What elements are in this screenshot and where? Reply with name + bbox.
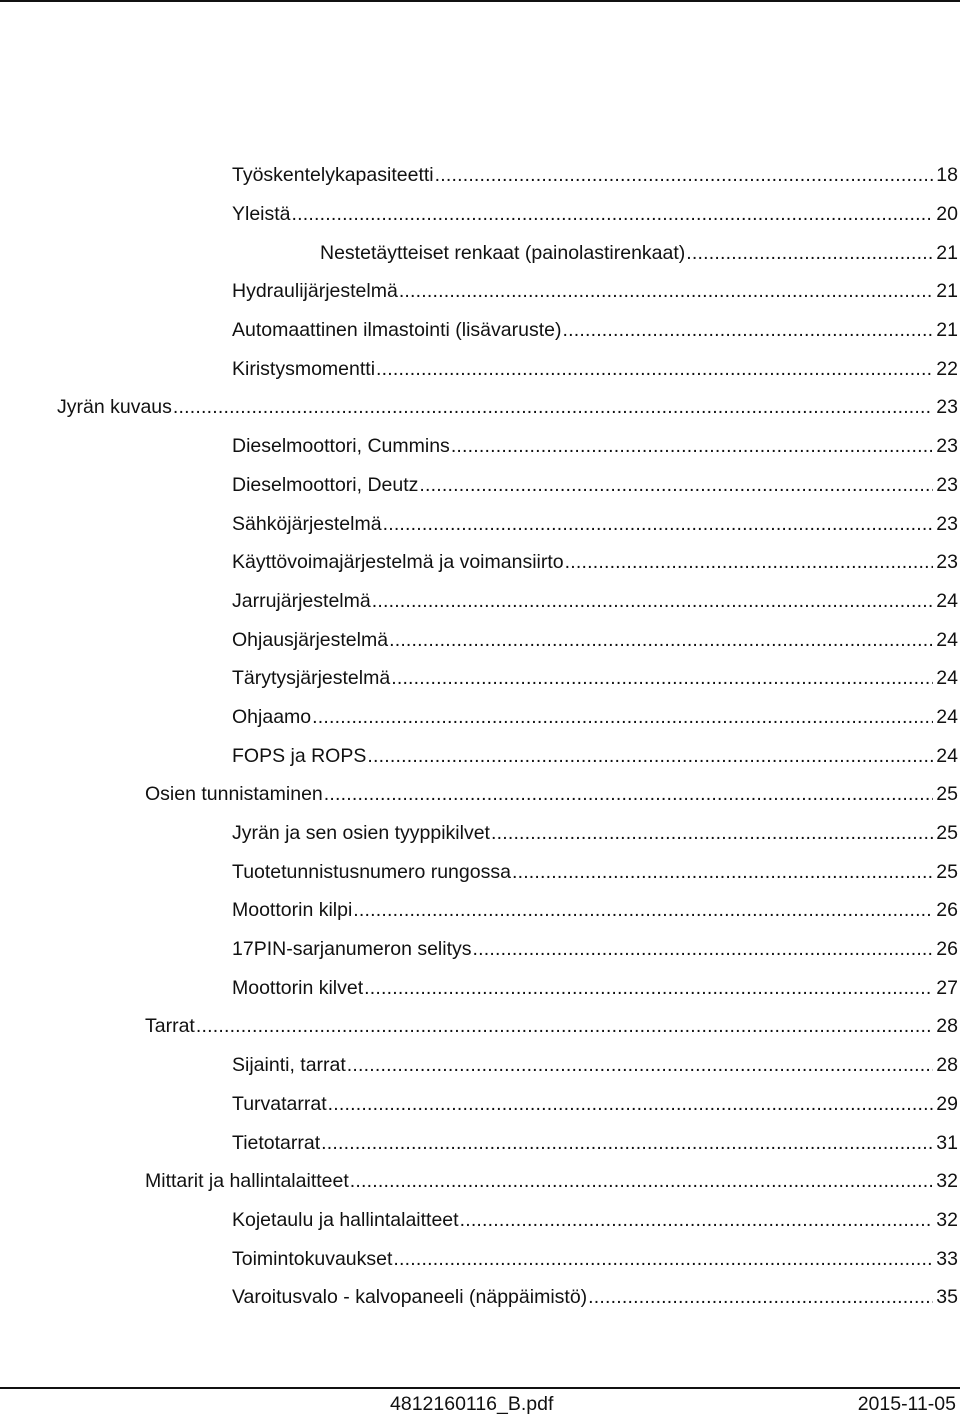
toc-entry[interactable]	[0, 891, 960, 930]
toc-entry-page-number: 25	[936, 822, 958, 845]
toc-entry-title: Moottorin kilvet	[232, 976, 364, 999]
toc-entry-title: Hydraulijärjestelmä	[232, 280, 398, 303]
toc-entry-page-number: 32	[936, 1208, 958, 1231]
toc-leader-dots	[399, 279, 933, 303]
toc-entry-page-number: 23	[936, 512, 958, 535]
table-of-contents	[0, 156, 960, 1317]
toc-entry-title: Käyttövoimajärjestelmä ja voimansiirto	[232, 551, 564, 574]
toc-leader-dots	[512, 860, 933, 884]
toc-leader-dots	[367, 744, 933, 768]
toc-entry-title: Automaattinen ilmastointi (lisävaruste)	[232, 319, 562, 342]
toc-entry[interactable]	[0, 311, 960, 350]
toc-leader-dots	[460, 1208, 934, 1232]
toc-entry-title: Kojetaulu ja hallintalaitteet	[232, 1208, 459, 1231]
toc-leader-dots	[328, 1092, 934, 1116]
toc-leader-dots	[565, 550, 934, 574]
toc-entry[interactable]	[0, 543, 960, 582]
toc-entry[interactable]	[0, 1201, 960, 1240]
toc-leader-dots	[686, 241, 933, 265]
toc-leader-dots	[376, 357, 933, 381]
toc-entry-page-number: 24	[936, 744, 958, 767]
toc-entry-title: Moottorin kilpi	[232, 899, 353, 922]
toc-entry-title: Dieselmoottori, Cummins	[232, 435, 450, 458]
toc-entry[interactable]	[0, 1239, 960, 1278]
toc-entry-title: Tuotetunnistusnumero rungossa	[232, 860, 511, 883]
toc-leader-dots	[173, 395, 933, 419]
toc-entry-page-number: 24	[936, 628, 958, 651]
toc-entry-page-number: 28	[936, 1054, 958, 1077]
toc-entry-page-number: 24	[936, 667, 958, 690]
toc-leader-dots	[389, 628, 933, 652]
toc-leader-dots	[347, 1053, 934, 1077]
toc-leader-dots	[196, 1014, 933, 1038]
toc-entry[interactable]	[0, 698, 960, 737]
toc-leader-dots	[372, 589, 934, 613]
toc-entry[interactable]	[0, 736, 960, 775]
toc-entry[interactable]	[0, 852, 960, 891]
toc-entry-page-number: 29	[936, 1092, 958, 1115]
toc-entry-page-number: 22	[936, 357, 958, 380]
toc-leader-dots	[588, 1285, 933, 1309]
toc-entry-page-number: 23	[936, 473, 958, 496]
toc-entry[interactable]	[0, 1162, 960, 1201]
toc-entry[interactable]	[0, 775, 960, 814]
toc-entry-title: Jyrän ja sen osien tyyppikilvet	[232, 822, 490, 845]
toc-entry-page-number: 21	[936, 241, 958, 264]
toc-entry-title: Varoitusvalo - kalvopaneeli (näppäimistö)	[232, 1286, 588, 1309]
toc-entry[interactable]	[0, 1007, 960, 1046]
toc-leader-dots	[324, 782, 934, 806]
toc-entry[interactable]	[0, 427, 960, 466]
toc-entry[interactable]	[0, 233, 960, 272]
toc-entry[interactable]	[0, 272, 960, 311]
toc-entry-page-number: 32	[936, 1170, 958, 1193]
toc-entry-title: Dieselmoottori, Deutz	[232, 473, 419, 496]
toc-leader-dots	[473, 937, 934, 961]
toc-entry-page-number: 23	[936, 396, 958, 419]
toc-entry-title: Osien tunnistaminen	[145, 783, 323, 806]
toc-entry[interactable]	[0, 620, 960, 659]
toc-entry-title: Yleistä	[232, 203, 291, 226]
toc-entry-page-number: 31	[936, 1131, 958, 1154]
toc-entry[interactable]	[0, 1123, 960, 1162]
toc-entry-title: Jyrän kuvaus	[57, 396, 172, 419]
toc-entry-title: Tarrat	[145, 1015, 195, 1038]
toc-entry[interactable]	[0, 1085, 960, 1124]
footer-filename: 4812160116_B.pdf	[390, 1393, 554, 1415]
footer-date: 2015-11-05	[857, 1393, 956, 1415]
toc-entry-page-number: 35	[936, 1286, 958, 1309]
toc-leader-dots	[419, 473, 933, 497]
toc-entry-page-number: 27	[936, 976, 958, 999]
toc-entry-title: Tietotarrat	[232, 1131, 321, 1154]
toc-entry[interactable]	[0, 349, 960, 388]
toc-entry-title: 17PIN-sarjanumeron selitys	[232, 938, 472, 961]
toc-entry-page-number: 25	[936, 783, 958, 806]
toc-entry-page-number: 24	[936, 589, 958, 612]
toc-entry-title: FOPS ja ROPS	[232, 744, 367, 767]
toc-entry-page-number: 26	[936, 938, 958, 961]
footer-rule	[0, 1387, 960, 1389]
toc-leader-dots	[292, 202, 934, 226]
toc-entry-title: Turvatarrat	[232, 1092, 327, 1115]
toc-leader-dots	[451, 434, 933, 458]
toc-entry-page-number: 25	[936, 860, 958, 883]
toc-entry-page-number: 23	[936, 435, 958, 458]
toc-entry-title: Sähköjärjestelmä	[232, 512, 382, 535]
toc-entry-page-number: 26	[936, 899, 958, 922]
toc-entry[interactable]	[0, 814, 960, 853]
toc-leader-dots	[350, 1169, 934, 1193]
toc-leader-dots	[491, 821, 933, 845]
toc-leader-dots	[383, 512, 934, 536]
toc-entry-title: Mittarit ja hallintalaitteet	[145, 1170, 349, 1193]
toc-leader-dots	[353, 898, 933, 922]
toc-entry-title: Jarrujärjestelmä	[232, 589, 371, 612]
toc-entry[interactable]	[0, 659, 960, 698]
toc-leader-dots	[321, 1131, 933, 1155]
toc-entry-page-number: 18	[936, 164, 958, 187]
toc-leader-dots	[435, 163, 934, 187]
toc-entry[interactable]	[0, 582, 960, 621]
toc-entry-title: Ohjausjärjestelmä	[232, 628, 389, 651]
toc-entry-title: Kiristysmomentti	[232, 357, 376, 380]
toc-entry-page-number: 28	[936, 1015, 958, 1038]
toc-leader-dots	[364, 976, 933, 1000]
toc-entry[interactable]	[0, 1046, 960, 1085]
toc-entry[interactable]	[0, 504, 960, 543]
toc-entry-page-number: 23	[936, 551, 958, 574]
toc-entry[interactable]	[0, 195, 960, 234]
toc-entry[interactable]	[0, 1278, 960, 1317]
toc-entry[interactable]	[0, 930, 960, 969]
toc-entry-page-number: 20	[936, 203, 958, 226]
toc-entry[interactable]	[0, 968, 960, 1007]
toc-entry-title: Työskentelykapasiteetti	[232, 164, 434, 187]
toc-entry-page-number: 33	[936, 1247, 958, 1270]
toc-entry-title: Tärytysjärjestelmä	[232, 667, 391, 690]
toc-entry[interactable]	[0, 466, 960, 505]
top-rule	[0, 0, 960, 2]
toc-leader-dots	[391, 666, 933, 690]
toc-entry-page-number: 24	[936, 705, 958, 728]
toc-entry[interactable]	[0, 388, 960, 427]
toc-entry-page-number: 21	[936, 280, 958, 303]
toc-leader-dots	[312, 705, 933, 729]
toc-entry-page-number: 21	[936, 319, 958, 342]
toc-entry-title: Nestetäytteiset renkaat (painolastirenkaat)	[320, 241, 686, 264]
toc-entry[interactable]	[0, 156, 960, 195]
toc-entry-title: Sijainti, tarrat	[232, 1054, 346, 1077]
toc-leader-dots	[393, 1247, 933, 1271]
toc-leader-dots	[562, 318, 933, 342]
toc-entry-title: Toimintokuvaukset	[232, 1247, 393, 1270]
toc-entry-title: Ohjaamo	[232, 705, 312, 728]
